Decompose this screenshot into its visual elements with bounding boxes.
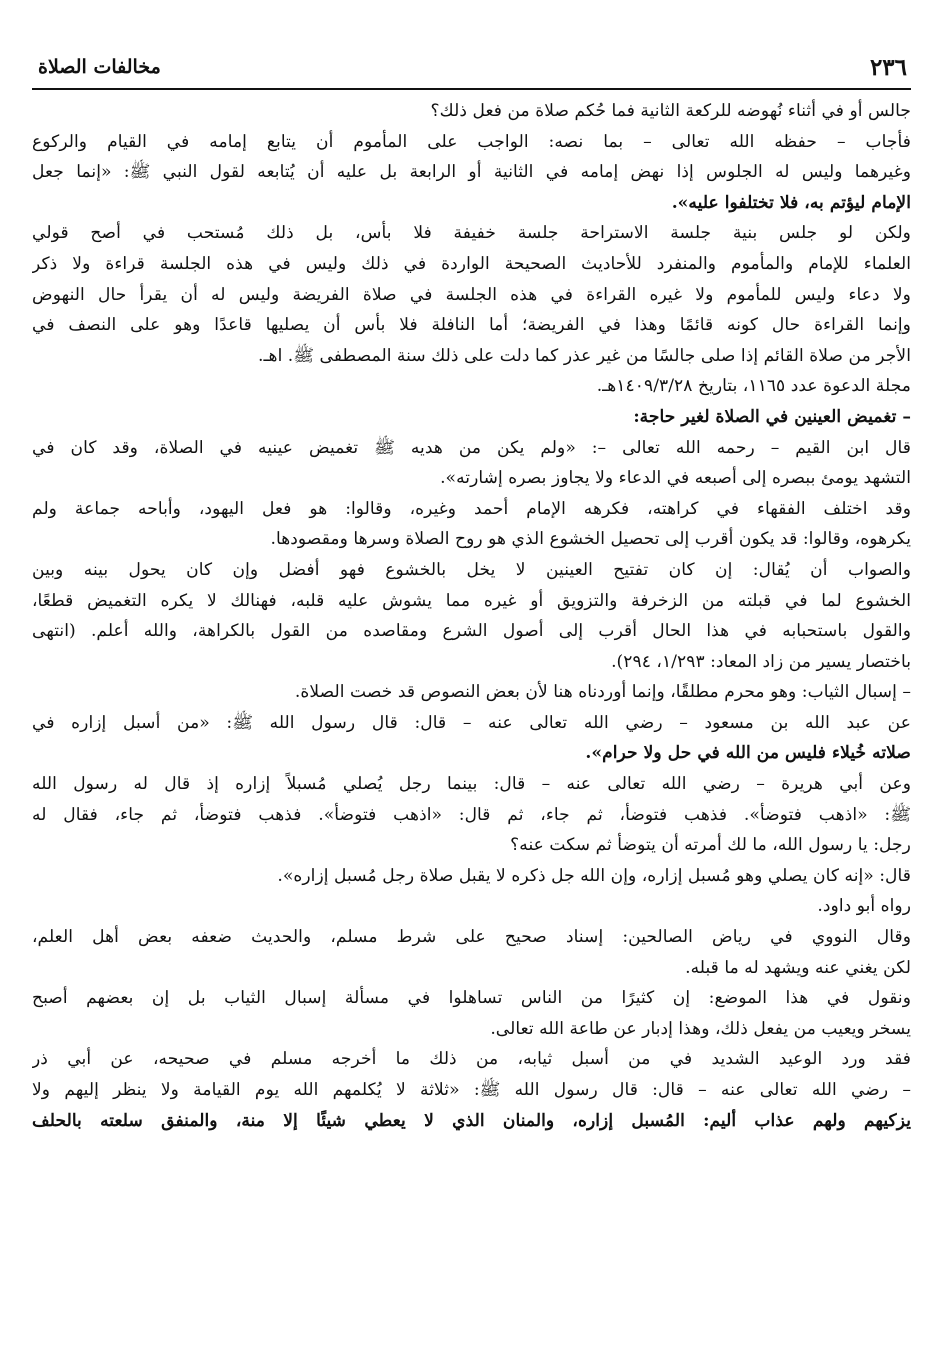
text-line: لكن يغني عنه ويشهد له ما قبله. (685, 957, 911, 978)
text-line: وإنما القراءة حال كونه قائمًا وهذا في الفريضة؛ أما النافلة فلا بأس أن يصليها قاعدًا وهو على النصف في (32, 315, 911, 336)
text-line: باختصار يسير من زاد المعاد: ١/٢٩٣، ٢٩٤). (611, 651, 911, 672)
text-line: فقد ورد الوعيد الشديد في من أسبل ثيابه، من ذلك ما أخرجه مسلم في صحيحه، عن أبي ذر (32, 1049, 911, 1070)
page-number: ٢٣٦ (869, 54, 907, 81)
text-line: وغيرهما وليس له الجلوس إذا نهض إمامه في الثانية أو الرابعة بل عليه أن يُتابعه لقول النبي ﷺ: «إنما جعل (32, 162, 911, 183)
text-line: يكرهوه، وقالوا: قد يكون أقرب إلى تحصيل الخشوع الذي هو روح الصلاة وسرها ومقصودها. (270, 529, 911, 550)
text-line: والقول باستحبابه في هذا الحال أقرب إلى أصول الشرع ومقاصده من القول بالكراهة، والله أعلم. (انتهى (32, 621, 911, 642)
text-line: العلماء للإمام والمأموم والمنفرد للأحاديث الصحيحة الواردة في ذلك وليس في هذه الجلسة قراءة ولا ذكر (32, 253, 911, 274)
text-line: قال: «إنه كان يصلي وهو مُسبل إزاره، وإن الله جل ذكره لا يقبل صلاة رجل مُسبل إزاره». (277, 865, 911, 886)
text-line: الخشوع لما في قبلته من الزخرفة والتزويق أو غيره مما يشوش عليه قلبه، فهنالك لا يكره التغميض قطعًا، (32, 590, 911, 611)
text-line: مجلة الدعوة عدد ١١٦٥، بتاريخ ١٤٠٩/٣/٢٨هـ. (596, 376, 911, 397)
text-line: يسخر ويعيب من يفعل ذلك، وهذا إدبار عن طاعة الله تعالى. (490, 1018, 911, 1039)
text-line: رجل: يا رسول الله، ما لك أمرته أن يتوضأ ثم سكت عنه؟ (510, 835, 911, 856)
text-line: وقال النووي في رياض الصالحين: إسناد صحيح على شرط مسلم، والحديث ضعفه بعض أهل العلم، (32, 927, 911, 948)
text-line: عن عبد الله بن مسعود – رضي الله تعالى عنه – قال: قال رسول الله ﷺ: «من أسبل إزاره في (32, 712, 911, 733)
text-line: جالس أو في أثناء نُهوضه للركعة الثانية فما حُكم صلاة من فعل ذلك؟ (430, 101, 911, 121)
text-line: وقد اختلف الفقهاء في كراهته، فكرهه الإمام أحمد وغيره، وقالوا: هو فعل اليهود، وأباحه جماعة ولم (32, 498, 911, 519)
text-line: فأجاب – حفظه الله تعالى – بما نصه: الواجب على المأموم أن يتابع إمامه في القيام والركوع (32, 131, 911, 152)
text-line: الإمام ليؤتم به، فلا تختلفوا عليه». (671, 192, 911, 213)
text-line: ولكن لو جلس بنية جلسة الاستراحة جلسة خفيفة فلا بأس، بل ذلك مُستحب في أصح قولي (32, 223, 911, 244)
running-title: مخالفات الصلاة (38, 56, 161, 78)
text-line: صلاته خُيلاء فليس من الله في حل ولا حرام». (585, 743, 911, 764)
text-line: التشهد يومئ ببصره إلى أصبعه في الدعاء ولا يجاوز بصره إشارته». (440, 468, 911, 489)
book-page (32, 0, 911, 1368)
text-line: – رضي الله تعالى عنه – قال: قال رسول الله ﷺ: «ثلاثة لا يُكلمهم الله يوم القيامة ولا ينظر إليهم ولا (32, 1080, 911, 1100)
text-line: ﷺ: «اذهب فتوضأ». فذهب فتوضأ، ثم جاء، ثم قال: «اذهب فتوضأ». فذهب فتوضأ، ثم جاء، فقال له (32, 804, 911, 825)
text-line: يزكيهم ولهم عذاب أليم: المُسبل إزاره، والمنان الذي لا يعطي شيئًا إلا منة، والمنفق سلعته بالحلف (32, 1110, 911, 1131)
text-line: وعن أبي هريرة – رضي الله تعالى عنه – قال: بينما رجل يُصلي مُسبلاً إزاره إذ قال له رسول الله (32, 774, 911, 795)
text-line: ولا دعاء وليس للمأموم ولا غيره القراءة في هذه الجلسة في صلاة الفريضة وليس له أن يقرأ حال النهوض (32, 284, 911, 305)
text-line: ونقول في هذا الموضع: إن كثيرًا من الناس تساهلوا في مسألة إسبال الثياب بل إن بعضهم أصبح (32, 988, 911, 1009)
body-text (32, 96, 911, 1136)
text-line: – إسبال الثياب: وهو محرم مطلقًا، وإنما أوردناه هنا لأن بعض النصوص قد خصت الصلاة. (294, 682, 911, 703)
text-line: رواه أبو داود. (817, 896, 911, 917)
text-line: – تغميض العينين في الصلاة لغير حاجة: (633, 406, 911, 427)
page-header (32, 48, 911, 90)
text-line: الأجر من صلاة القائم إذا صلى جالسًا من غير عذر كما دلت على ذلك سنة المصطفى ﷺ. اهـ. (258, 345, 911, 366)
text-line: والصواب أن يُقال: إن كان تفتيح العينين لا يخل بالخشوع فهو أفضل وإن كان يحول بينه وبين (32, 559, 911, 580)
text-line: قال ابن القيم – رحمه الله تعالى –: «ولم يكن من هديه ﷺ تغميض عينيه في الصلاة، وقد كان في (32, 437, 911, 458)
